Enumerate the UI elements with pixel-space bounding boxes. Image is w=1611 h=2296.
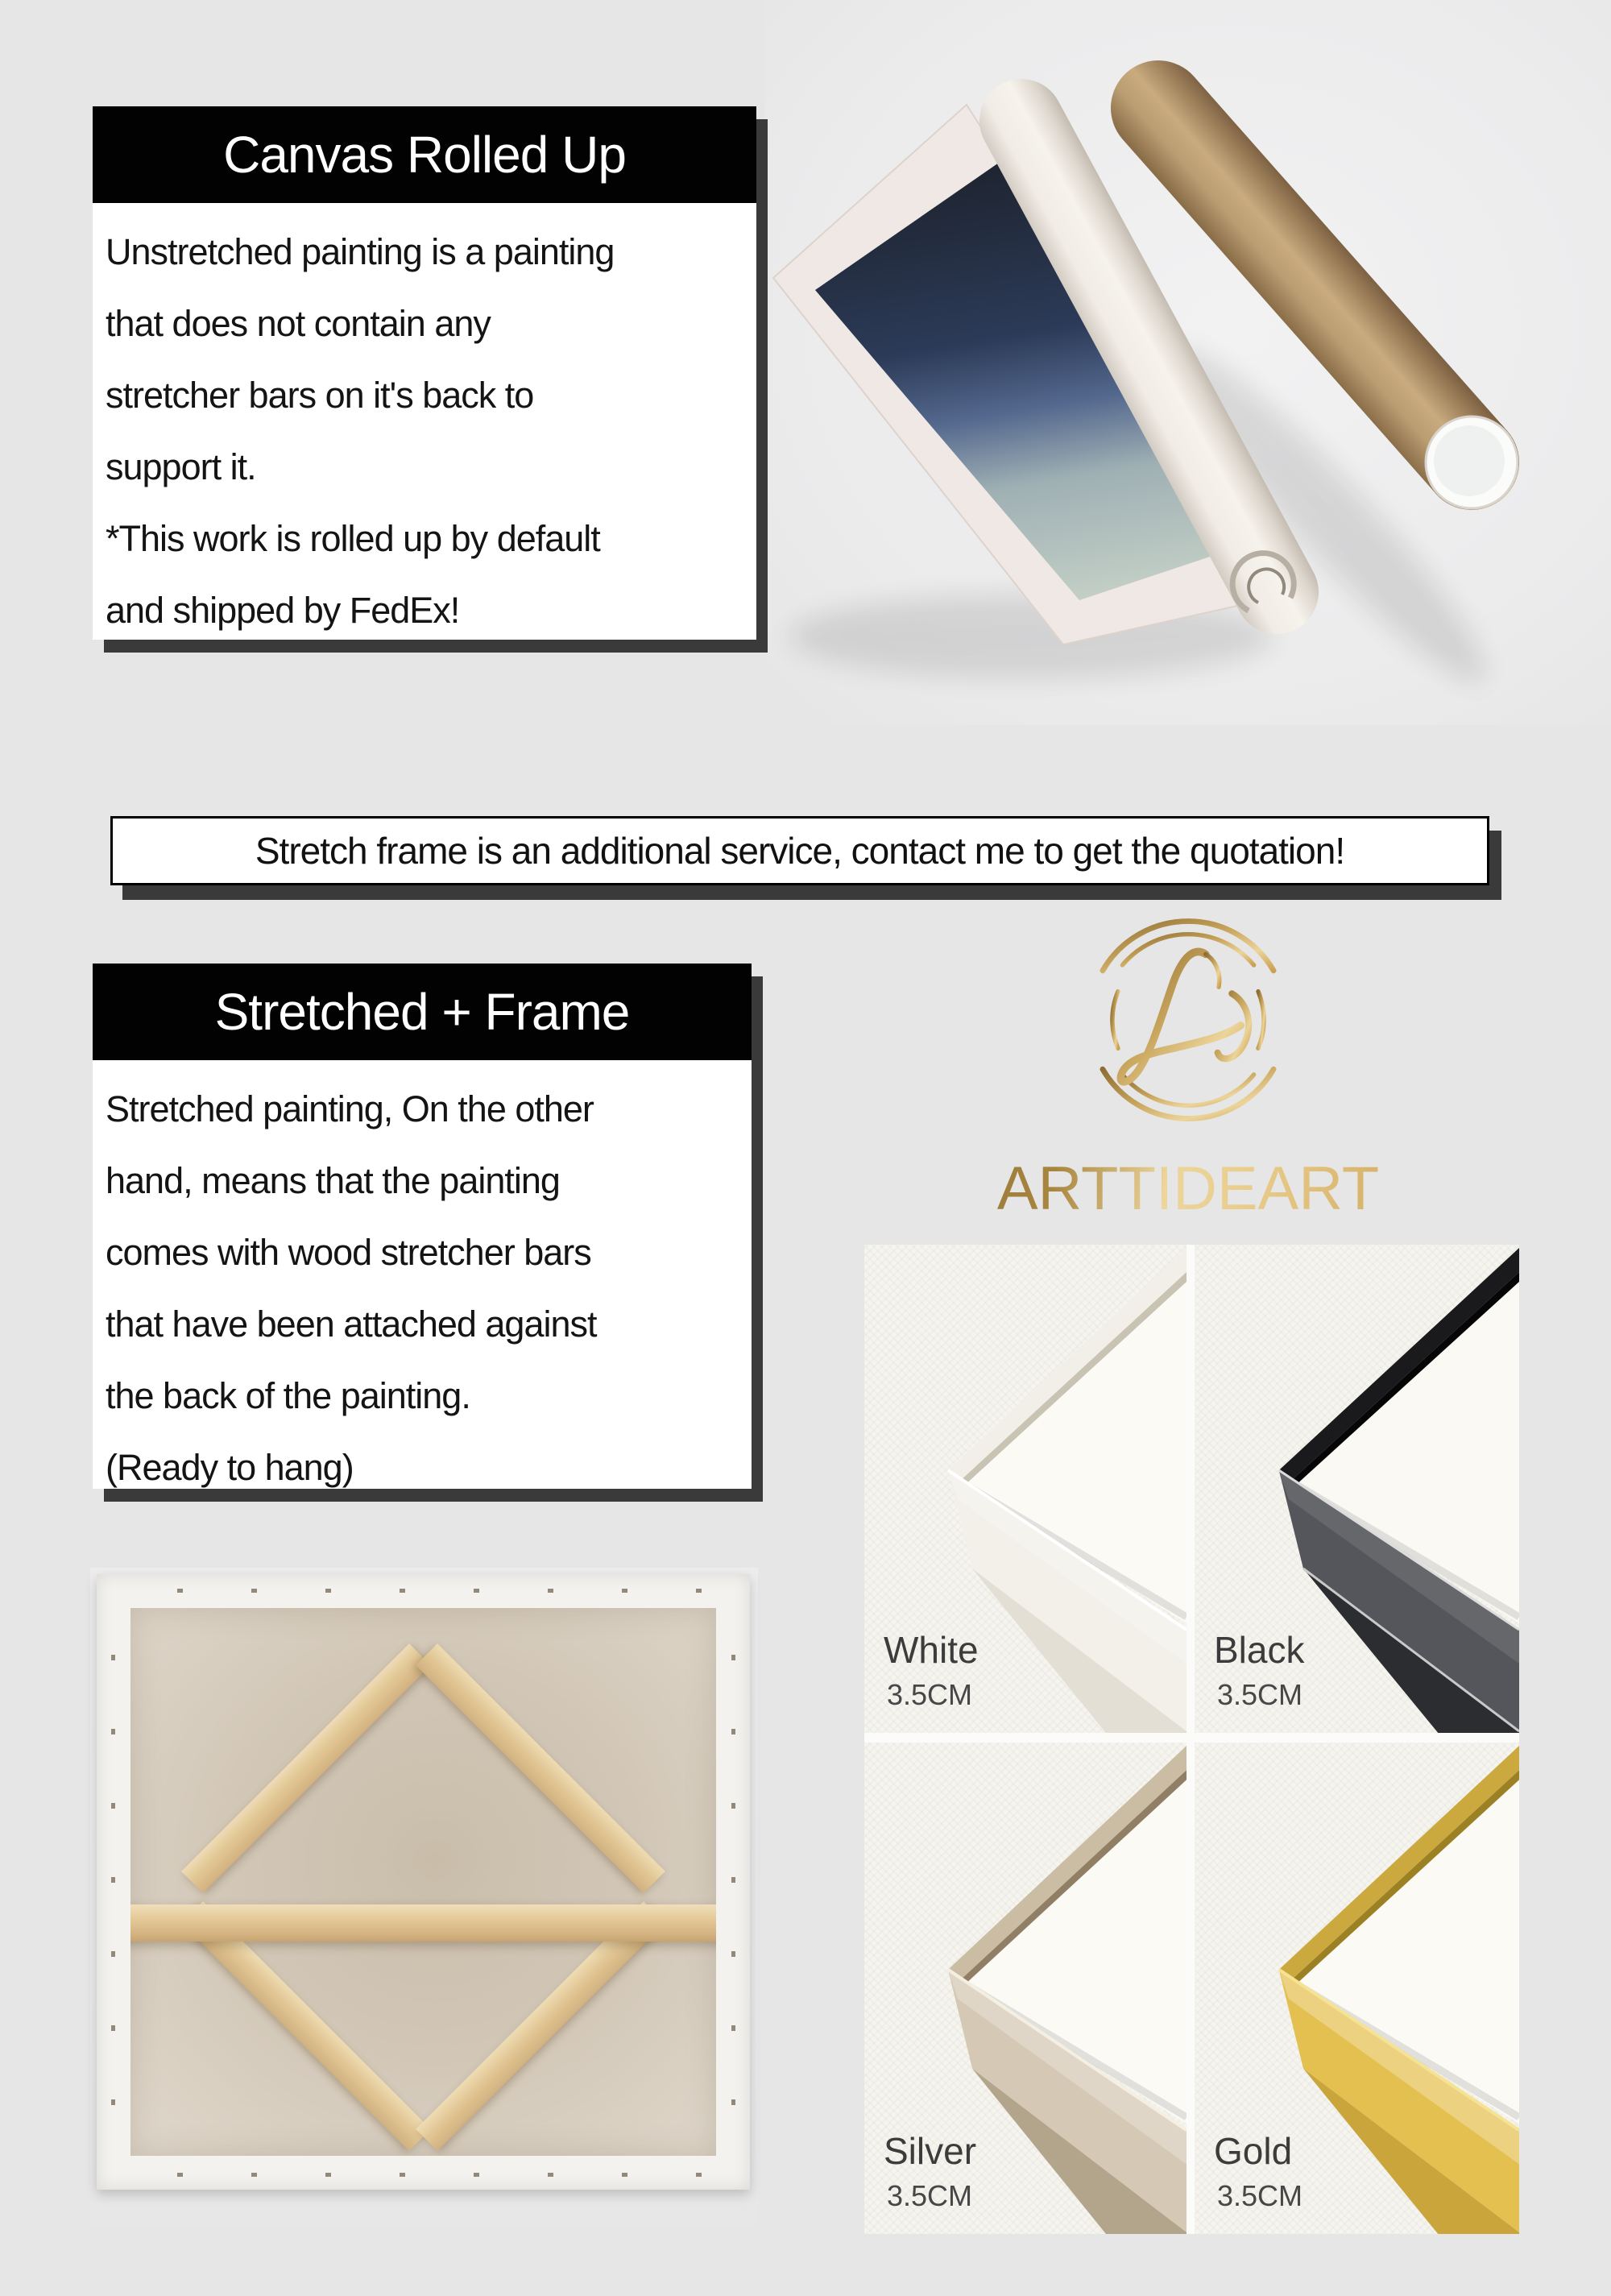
frame-option-black bbox=[1195, 1245, 1519, 1733]
canvas-back-photo bbox=[90, 1568, 758, 2227]
frame-depth: 3.5CM bbox=[1217, 1678, 1303, 1711]
rolled-canvas-photo bbox=[765, 0, 1611, 725]
staples-top bbox=[145, 1589, 702, 1593]
frame-depth: 3.5CM bbox=[887, 2179, 973, 2212]
frame-caption bbox=[884, 2129, 976, 2213]
body-line: support it. bbox=[106, 446, 256, 487]
body-line: that does not contain any bbox=[106, 303, 491, 344]
frame-color-name: Silver bbox=[884, 2130, 977, 2172]
rolled-section bbox=[93, 106, 756, 640]
stretched-section-body bbox=[93, 1060, 752, 1503]
stretched-section-header bbox=[93, 964, 752, 1060]
body-line: (Ready to hang) bbox=[106, 1447, 354, 1488]
frame-color-name: Black bbox=[1214, 1629, 1305, 1671]
frame-color-name: Gold bbox=[1214, 2130, 1293, 2172]
frame-caption bbox=[1214, 2129, 1302, 2213]
brand-name: ARTTIDEART bbox=[910, 1154, 1466, 1224]
canvas-back-fabric bbox=[130, 1608, 716, 2156]
staples-right bbox=[731, 1623, 735, 2141]
body-line: *This work is rolled up by default bbox=[106, 518, 600, 559]
body-line: and shipped by FedEx! bbox=[106, 590, 460, 631]
stretch-service-banner bbox=[110, 816, 1489, 885]
banner-text: Stretch frame is an additional service, contact me to get the quotation! bbox=[255, 830, 1345, 872]
staples-left bbox=[111, 1623, 115, 2141]
frame-option-silver bbox=[864, 1743, 1187, 2234]
tube-end-cap-inner bbox=[1434, 425, 1505, 496]
center-stretcher-bar bbox=[130, 1904, 716, 1942]
corner-brace bbox=[416, 1643, 665, 1893]
rolled-section-title: Canvas Rolled Up bbox=[223, 126, 626, 184]
body-line: stretcher bars on it's back to bbox=[106, 375, 534, 416]
stretched-section bbox=[93, 964, 752, 1489]
rolled-section-body bbox=[93, 203, 756, 646]
frame-option-gold bbox=[1195, 1743, 1519, 2234]
body-line: that have been attached against bbox=[106, 1303, 597, 1345]
frame-depth: 3.5CM bbox=[887, 1678, 973, 1711]
staples-bottom bbox=[145, 2173, 702, 2177]
stretched-section-title: Stretched + Frame bbox=[214, 983, 630, 1041]
body-line: Unstretched painting is a painting bbox=[106, 231, 615, 272]
frame-option-white bbox=[864, 1245, 1187, 1733]
corner-brace bbox=[181, 1643, 431, 1893]
body-line: hand, means that the painting bbox=[106, 1160, 560, 1201]
body-line: comes with wood stretcher bars bbox=[106, 1232, 591, 1273]
body-line: the back of the painting. bbox=[106, 1375, 470, 1416]
canvas-back-wrap bbox=[97, 1574, 750, 2190]
frame-options-grid bbox=[864, 1245, 1519, 2234]
rolled-section-header bbox=[93, 106, 756, 203]
frame-caption bbox=[1214, 1628, 1304, 1712]
frame-depth: 3.5CM bbox=[1217, 2179, 1303, 2212]
frame-color-name: White bbox=[884, 1629, 979, 1671]
brand-monogram-icon bbox=[1079, 909, 1298, 1131]
brand-logo bbox=[910, 909, 1466, 1224]
body-line: Stretched painting, On the other bbox=[106, 1088, 594, 1129]
frame-caption bbox=[884, 1628, 979, 1712]
